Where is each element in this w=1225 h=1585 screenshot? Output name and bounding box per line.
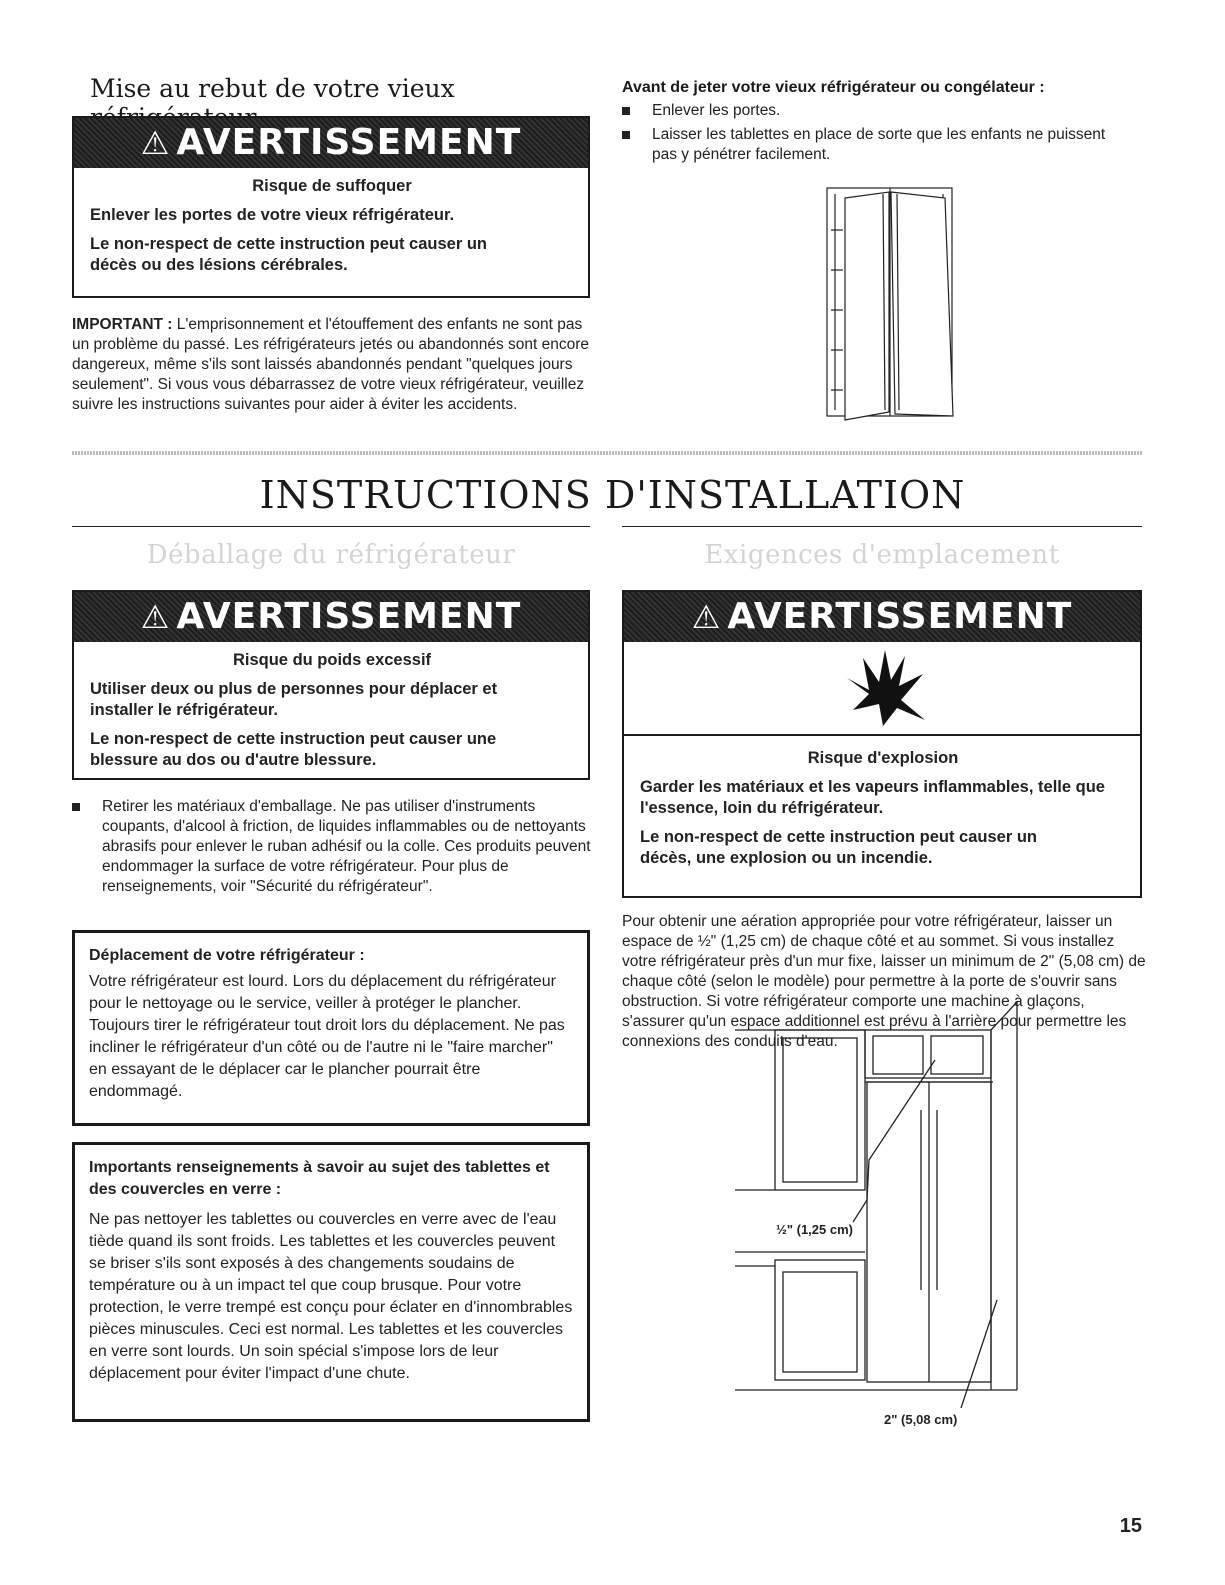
box-text: Ne pas nettoyer les tablettes ou couvercles en verre avec de l'eau tiède quand ils sont froids. Les tablettes et les couvercles peuvent se briser s'ils sont exposés à des changements soudains de température ou à un impact tel que coup brusque. Pour votre protection, le verre trempé est conçu pour éclater en d'innombrables pièces minuscules. Ceci est normal. Les tablettes et les couvercles en verre sont lourds. Un soin spécial s'impose lors de leur déplacement pour éviter l'impact d'une chute. — [89, 1211, 573, 1382]
warning-box-suffocation — [72, 116, 590, 298]
page-number: 15 — [1119, 1515, 1142, 1537]
warning-triangle-icon: ⚠ — [140, 124, 171, 162]
important-label: IMPORTANT : — [72, 316, 173, 333]
warning-instruction: Enlever les portes de votre vieux réfrigérateur. — [90, 206, 455, 224]
warning-triangle-icon: ⚠ — [140, 598, 171, 636]
important-paragraph — [72, 315, 592, 415]
box-text: Votre réfrigérateur est lourd. Lors du déplacement du réfrigérateur pour le nettoyage ou le service, veiller à protéger le plancher. Toujours tirer le réfrigérateur tout droit lors du déplacement. Ne pas incliner le réfrigérateur d'un côté ou de l'autre ni le "faire marcher" en essayant de le déplacer car le plancher pourrait être endommagé. — [89, 973, 565, 1100]
warning-consequence: Le non-respect de cette instruction peut causer un décès ou des lésions cérébrales. — [90, 235, 487, 274]
clearance-diagram — [735, 1000, 1035, 1430]
explosion-icon — [839, 648, 929, 728]
half-inch-label: ½" (1,25 cm) — [776, 1222, 853, 1237]
box-title: Déplacement de votre réfrigérateur : — [89, 947, 365, 964]
warning-box-explosion — [622, 590, 1142, 898]
warning-instruction: Garder les matériaux et les vapeurs inflammables, telle que l'essence, loin du réfrigérateur. — [640, 778, 1105, 817]
box-title: Importants renseignements à savoir au sujet des tablettes et des couvercles en verre : — [89, 1159, 550, 1198]
top-divider — [72, 451, 1142, 455]
disposal-title: Mise au rebut de votre vieux — [90, 74, 455, 103]
explosion-icon-panel — [624, 642, 1140, 736]
warning-instruction: Utiliser deux ou plus de personnes pour déplacer et installer le réfrigérateur. — [90, 680, 498, 719]
hazard-title: Risque de suffoquer — [252, 177, 412, 195]
warning-triangle-icon: ⚠ — [691, 598, 722, 636]
fridge-doors-open-illustration — [805, 180, 985, 430]
main-title: INSTRUCTIONS D'INSTALLATION — [259, 473, 966, 517]
warning-header: ⚠ AVERTISSEMENT — [74, 118, 588, 168]
clearance-paragraph: Pour obtenir une aération appropriée pour votre réfrigérateur, laisser un espace de ½" (1,25 cm) de chaque côté et au sommet. Si vous installez votre réfrigérateur près d'un mur fixe, laisser un minimum de 2" (5,08 cm) de chaque côté (selon le modèle) pour permettre à la porte de s'ouvrir sans obstruction. Si votre réfrigérateur comporte une machine à glaçons, s'assurer qu'un espace additionnel est prévu à l'arrière pour permettre les connexions des conduits d'eau. — [622, 913, 1146, 1050]
warning-header: ⚠ AVERTISSEMENT — [624, 592, 1140, 642]
disposal-steps-list — [618, 101, 1118, 169]
important-text: L'emprisonnement et l'étouffement des enfants ne sont pas un problème du passé. Les réfrigérateurs jetés ou abandonnés sont encore dangereux, même s'ils sont laissés abandonnés pendant "quelques jours seulement". Si vous vous débarrassez de votre vieux réfrigérateur, veuillez suivre les instructions suivantes pour aider à éviter les accidents. — [72, 316, 590, 413]
unpacking-list — [68, 797, 593, 901]
left-section-rule — [72, 526, 590, 527]
disposal-steps-heading: Avant de jeter votre vieux réfrigérateur ou congélateur : — [622, 79, 1045, 96]
warning-header: ⚠ AVERTISSEMENT — [74, 592, 588, 642]
hazard-title: Risque d'explosion — [807, 749, 959, 767]
list-item: Retirer les matériaux d'emballage. Ne pas utiliser d'instruments coupants, d'alcool à friction, de liquides inflammables ou de nettoyants abrasifs pour enlever le ruban adhésif ou la colle. Ces produits peuvent endommager la surface de votre réfrigérateur. Pour plus de renseignements, voir "Sécurité du réfrigérateur". — [68, 797, 593, 897]
hazard-title: Risque du poids excessif — [232, 651, 432, 669]
location-subtitle: Exigences d'emplacement — [704, 540, 1060, 570]
glass-shelves-box — [72, 1142, 590, 1422]
warning-box-weight — [72, 590, 590, 780]
list-item: Enlever les portes. — [618, 101, 1118, 121]
list-item: Laisser les tablettes en place de sorte que les enfants ne puissent pas y pénétrer facilement. — [618, 125, 1118, 165]
warning-consequence: Le non-respect de cette instruction peut causer un décès, une explosion ou un incendie. — [640, 828, 1037, 867]
unpacking-subtitle: Déballage du réfrigérateur — [146, 540, 516, 570]
moving-fridge-box — [72, 930, 590, 1126]
right-section-rule — [622, 526, 1142, 527]
two-inch-label: 2" (5,08 cm) — [884, 1412, 958, 1427]
warning-consequence: Le non-respect de cette instruction peut causer une blessure au dos ou d'autre blessure. — [90, 730, 497, 769]
